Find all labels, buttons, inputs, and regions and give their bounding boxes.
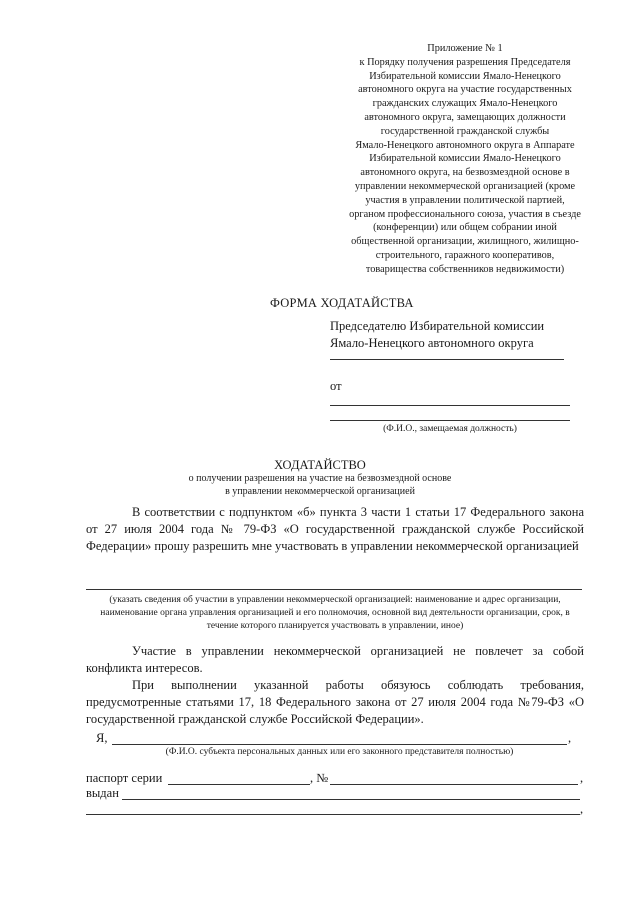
full-name-comma: , [568,731,572,745]
appendix-line: гражданских служащих Ямало-Ненецкого [372,98,558,110]
appendix-line: (конференции) или общем собрании иной [373,222,557,234]
appendix-line: товарищества собственников недвижимости) [365,263,565,275]
appendix-line: управлении некоммерческой организацией (кроме [354,180,576,192]
appendix-line: органом профессионального союза, участия в съезде [349,208,581,220]
from-blank-line-1[interactable] [330,405,570,406]
appendix-line: Приложение № 1 [427,43,503,54]
from-label: от [330,379,342,393]
appendix-line: участия в управлении политической партией, [365,194,565,206]
appendix-line: строительного, гаражного кооперативов, [375,249,555,261]
petition-subtitle-line-2: в управлении некоммерческой организацией [225,485,415,497]
conflict-paragraph [86,643,584,677]
addressee-line-1: Председателю Избирательной комиссии [330,319,545,333]
passport-series-label: паспорт серии [86,771,163,785]
passport-series-blank[interactable] [168,784,310,785]
appendix-line: Избирательной комиссии Ямало-Ненецкого [369,70,561,82]
petition-subtitle [0,473,640,498]
addressee-blank-line[interactable] [330,359,564,360]
appendix-line: государственной гражданской службы [380,125,550,137]
organization-hint: (указать сведения об участии в управлении некоммерческой организацией: наименование и адрес организации, наименование органа управления организацией и его полномочия, основной вид деятельности организации, срок, в течение которого планируется участвовать в управлении, иное) [100,595,570,631]
request-paragraph [86,504,584,555]
petition-title: ХОДАТАЙСТВО [274,458,366,472]
full-name-caption: (Ф.И.О. субъекта персональных данных или его законного представителя полностью) [165,747,514,757]
request-text: В соответствии с подпунктом «б» пункта 3 части 1 статьи 17 Федерального закона от 27 июля 2004 года № 79-ФЗ «О государственной гражданской службе Российской Федерации» прошу разрешить мне участвовать в управлении некоммерческой организацией [86,505,584,553]
appendix-line: автономного округа, на безвозмездной основе в [360,167,570,179]
passport-number-blank[interactable] [330,784,578,785]
issued-blank-line-1[interactable] [122,799,580,800]
i-label: Я, [96,731,108,745]
appendix-line: Избирательной комиссии Ямало-Ненецкого [369,153,561,165]
obligation-text: При выполнении указанной работы обязуюсь соблюдать требования, предусмотренные статьями 17, 18 Федерального закона от 27 июля 2004 года №79-ФЗ «О государственной гражданской службе Российской Федерации». [86,678,584,726]
appendix-header [300,42,630,277]
appendix-line: к Порядку получения разрешения Председателя [359,56,571,68]
conflict-text: Участие в управлении некоммерческой организацией не повлечет за собой конфликта интересов. [86,644,584,675]
from-caption: (Ф.И.О., замещаемая должность) [383,424,517,434]
passport-comma: , [580,771,584,785]
from-blank-line-2[interactable] [330,420,570,421]
appendix-line: автономного округа, замещающих должности [364,111,566,123]
issued-comma: , [580,802,584,816]
appendix-line: общественной организации, жилищного, жилищно- [351,236,579,248]
addressee-block [330,318,544,352]
form-title: ФОРМА ХОДАТАЙСТВА [270,296,414,310]
full-name-blank-line[interactable] [112,744,567,745]
obligation-paragraph [86,677,584,728]
addressee-line-2: Ямало-Ненецкого автономного округа [330,336,534,350]
petition-subtitle-line-1: о получении разрешения на участие на безвозмездной основе [188,473,452,484]
issued-blank-line-2[interactable] [86,814,580,815]
appendix-line: автономного округа на участие государственных [358,84,572,96]
issued-label: выдан [86,786,119,800]
passport-number-label: , № [310,771,329,785]
organization-blank-line[interactable] [86,589,582,590]
appendix-line: Ямало-Ненецкого автономного округа в Аппарате [355,139,575,151]
